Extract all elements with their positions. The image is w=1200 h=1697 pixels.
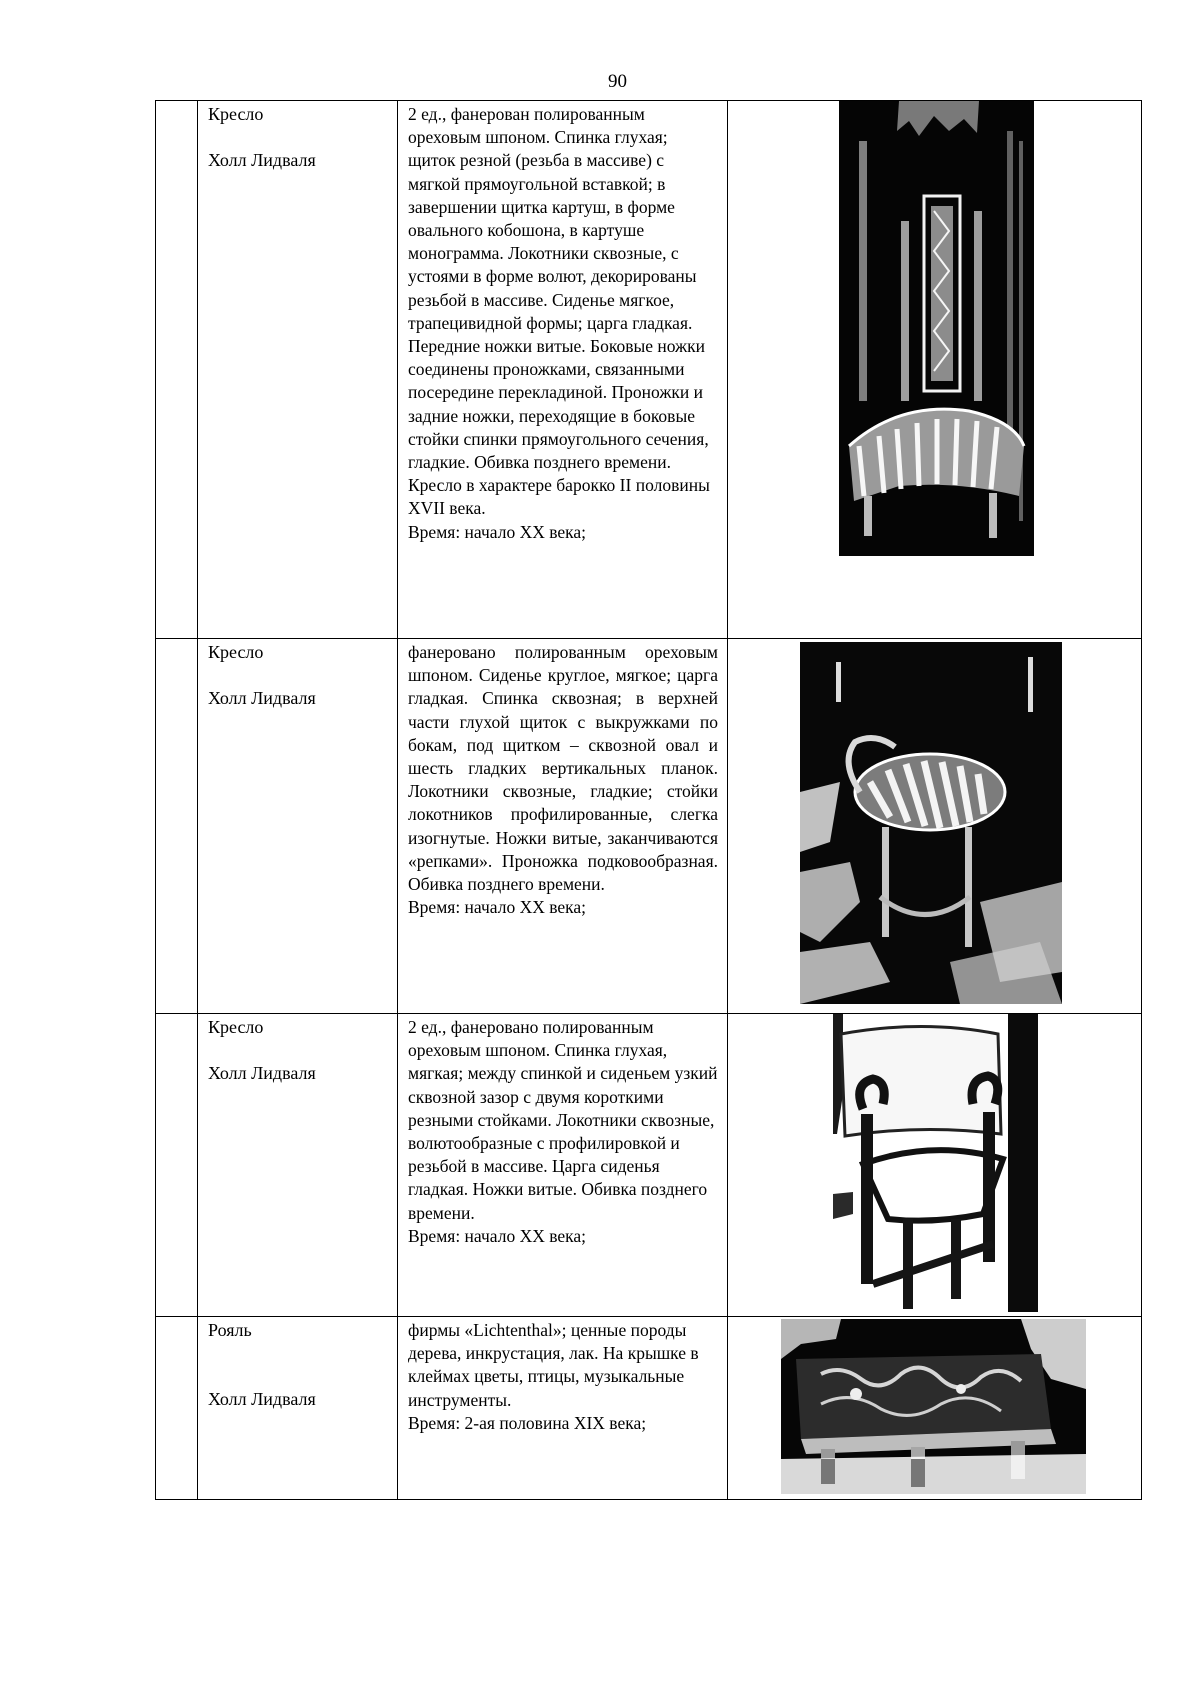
item-time: Время: начало XX века; [408, 521, 587, 542]
table-row [156, 1014, 1142, 1317]
table-row [156, 639, 1142, 1014]
item-description: фанеровано полированным ореховым шпоном. Сиденье круглое, мягкое; царга гладкая. Спинка сквозная; в верхней части глухой щиток с выкружками по бокам, под щитком – сквозной овал и шесть гладких вертикальных планок. Локотники сквозные, гладкие; стойки локотников профилированные, слегка изогнутые. Ножки витые, заканчиваются «репками». Проножка подковообразная. Обивка позднего времени. [408, 642, 718, 895]
description-cell [398, 639, 728, 1014]
name-cell [198, 101, 398, 639]
name-cell [198, 1014, 398, 1317]
number-cell [156, 101, 198, 639]
image-cell [728, 1317, 1142, 1500]
description-cell [398, 1317, 728, 1500]
grand-piano-photo [781, 1319, 1086, 1494]
item-location: Холл Лидваля [208, 150, 316, 170]
item-time: Время: 2-ая половина XIX века; [408, 1412, 647, 1433]
round-seat-armchair-photo [800, 642, 1062, 1004]
image-cell [728, 1014, 1142, 1317]
item-time: Время: начало XX века; [408, 1225, 587, 1246]
number-cell [156, 639, 198, 1014]
high-back-carved-armchair-photo [839, 101, 1034, 556]
number-cell [156, 1014, 198, 1317]
item-name: Кресло [208, 104, 264, 124]
item-description: 2 ед., фанерован полированным ореховым шпоном. Спинка глухая; щиток резной (резьба в массиве) с мягкой прямоугольной вставкой; в завершении щитка картуш, в форме овального кобошона, в картуше монограмма. Локотники сквозные, с устоями в форме волют, декорированы резьбой в массиве. Сиденье мягкое, трапецивидной формы; царга гладкая. Передние ножки витые. Боковые ножки соединены проножками, связанными посередине перекладиной. Проножки и задние ножки, переходящие в боковые стойки спинки прямоугольного сечения, гладкие. Обивка позднего времени. Кресло в характере барокко II половины XVII века. [408, 104, 710, 519]
catalog-table [155, 100, 1142, 1500]
item-location: Холл Лидваля [208, 688, 316, 708]
image-cell [728, 101, 1142, 639]
item-location: Холл Лидваля [208, 1063, 316, 1083]
item-name: Кресло [208, 1017, 264, 1037]
number-cell [156, 1317, 198, 1500]
description-cell [398, 101, 728, 639]
item-description: 2 ед., фанеровано полированным ореховым шпоном. Спинка глухая, мягкая; между спинкой и сиденьем узкий сквозной зазор с двумя короткими резными стойками. Локотники сквозные, волютообразные с профилировкой и резьбой в массиве. Царга сиденья гладкая. Ножки витые. Обивка позднего времени. [408, 1017, 718, 1223]
item-time: Время: начало XX века; [408, 897, 587, 918]
item-name: Кресло [208, 642, 264, 662]
table-row [156, 1317, 1142, 1500]
upholstered-armchair-photo [833, 1014, 1038, 1312]
item-location: Холл Лидваля [208, 1389, 316, 1409]
item-description: фирмы «Lichtenthal»; ценные породы дерева, инкрустация, лак. На крышке в клеймах цветы, птицы, музыкальные инструменты. [408, 1320, 699, 1410]
name-cell [198, 1317, 398, 1500]
name-cell [198, 639, 398, 1014]
table-row [156, 101, 1142, 639]
description-cell [398, 1014, 728, 1317]
page-number: 90 [608, 71, 627, 92]
image-cell [728, 639, 1142, 1014]
item-name: Рояль [208, 1320, 252, 1340]
